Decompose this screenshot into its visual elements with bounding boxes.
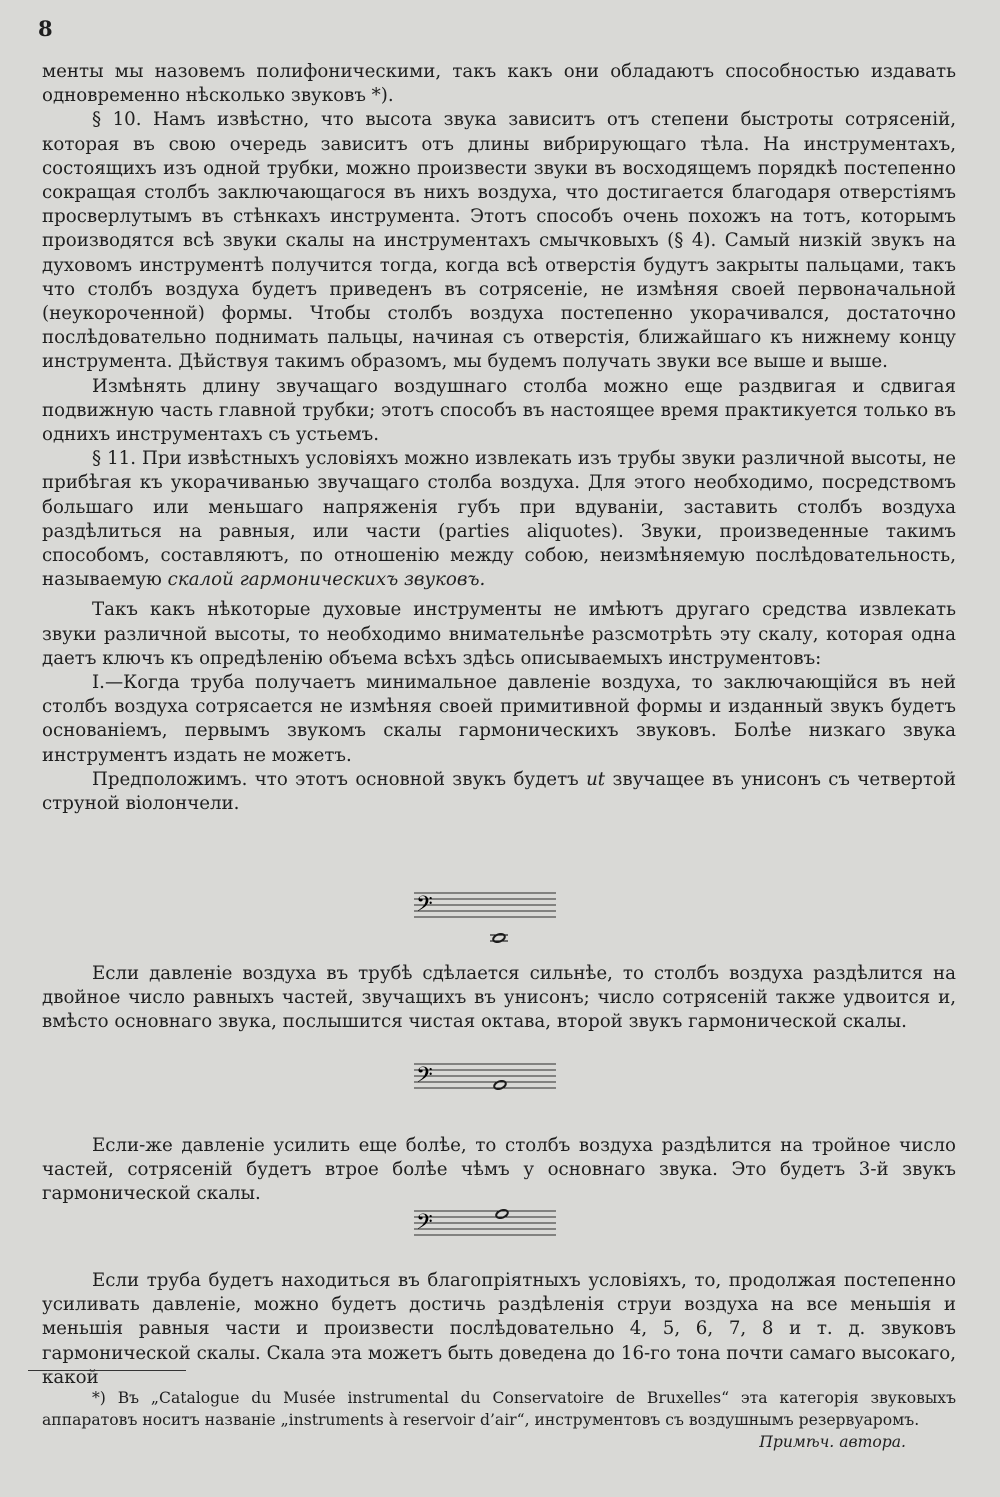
- footnote-text: *) Въ „Catalogue du Musée instrumental du Conservatoire de Bruxelles“ эта категорія звуковыхъ аппаратовъ носитъ названіе „instruments à reservoir d’air“, инструментовъ съ воздушнымъ резервуаромъ.: [42, 1389, 956, 1429]
- paragraph: Если-же давленіе усилить еще болѣе, то столбъ воздуха раздѣлится на тройное число частей, сотрясеній будетъ втрое болѣе чѣмъ у основнаго звука. Это будетъ 3-й звукъ гармонической скалы.: [42, 1135, 956, 1205]
- footnote-signature: Примѣч. автора.: [759, 1433, 906, 1451]
- term-italic: скалой гармоническихъ звуковъ.: [167, 569, 486, 591]
- paragraph-section-10: § 10. Намъ извѣстно, что высота звука зависитъ отъ степени быстроты сотрясеній, которая въ свою очередь зависитъ отъ длины вибрирующаго тѣла. На инструментахъ, состоящихъ изъ одной трубки, можно произвести звуки въ восходящемъ порядкѣ постепенно сокращая столбъ заключающагося въ нихъ воздуха, что достигается благодаря отверстіямъ просверлутымъ въ стѣнкахъ инструмента. Этотъ способъ очень похожъ на тотъ, которымъ производятся всѣ звуки скалы на инструментахъ смычковыхъ (§ 4). Самый низкій звукъ на духовомъ инструментѣ получится тогда, когда всѣ отверстія будутъ закрыты пальцами, такъ что столбъ воздуха будетъ приведенъ въ сотрясеніе, не измѣняя своей первоначальной (неукороченной) формы. Чтобы столбъ воздуха постепенно укорачивался, достаточно послѣдовательно поднимать пальцы, начиная съ отверстія, ближайшаго къ нижнему концу инструмента. Дѣйствуя такимъ образомъ, мы будемъ получать звуки все выше и выше.: [42, 109, 956, 373]
- note-name-italic: ut: [586, 768, 606, 790]
- footnote-divider: [28, 1370, 186, 1371]
- whole-note: [493, 1080, 507, 1091]
- paragraph: [42, 768, 956, 816]
- text-block-3: [42, 1134, 956, 1207]
- paragraph-text: Предположимъ. что этотъ основной звукъ будетъ: [92, 768, 587, 790]
- bass-clef-icon: 𝄢: [416, 892, 433, 922]
- text-block-2: [42, 962, 956, 1035]
- paragraph: Такъ какъ нѣкоторые духовые инструменты не имѣютъ другаго средства извлекать звуки различной высоты, то необходимо внимательнѣе разсмотрѣть эту скалу, которая одна даетъ ключъ къ опредѣленію объема всѣхъ здѣсь описываемыхъ инструментовъ:: [42, 599, 956, 669]
- page-number: 8: [38, 16, 53, 41]
- footnote: [42, 1387, 956, 1453]
- bass-clef-icon: 𝄢: [416, 1210, 433, 1240]
- whole-note: [495, 1209, 509, 1220]
- music-staff-1: [414, 893, 556, 923]
- paragraph-point-1: I.—Когда труба получаетъ минимальное давленіе воздуха, то заключающійся въ ней столбъ воздуха сотрясается не измѣняя своей примитивной формы и изданный звукъ будетъ основаніемъ, первымъ звукомъ скалы гармоническихъ звуковъ. Болѣе низкаго звука инструментъ издать не можетъ.: [42, 672, 956, 766]
- paragraph: менты мы назовемъ полифоническими, такъ какъ они обладаютъ способностью издавать одновременно нѣсколько звуковъ *).: [42, 61, 956, 107]
- paragraph-text: звучащее въ унисонъ съ четвертой струной віолончели.: [42, 768, 956, 815]
- paragraph: Если труба будетъ находиться въ благопріятныхъ условіяхъ, то, продолжая постепенно усиливать давленіе, можно будетъ достичь раздѣленія струи воздуха на все меньшія и меньшія равныя части и произвести послѣдовательно 4, 5, 6, 7, 8 и т. д. звуковъ гармонической скалы. Скала эта можетъ быть доведена до 16-го тона почти самаго высокаго, какой: [42, 1270, 956, 1388]
- music-staff-2: [414, 1064, 556, 1094]
- text-block-4: [42, 1269, 956, 1390]
- music-staff-3: [414, 1211, 556, 1241]
- bass-clef-icon: 𝄢: [416, 1063, 433, 1093]
- paragraph: Измѣнять длину звучащаго воздушнаго столба можно еще раздвигая и сдвигая подвижную часть главной трубки; этотъ способъ въ настоящее время практикуется только въ однихъ инструментахъ съ устьемъ.: [42, 375, 956, 446]
- paragraph-text: § 11. При извѣстныхъ условіяхъ можно извлекать изъ трубы звуки различной высоты, не прибѣгая къ укорачиванью звучащаго столба воздуха. Для этого необходимо, посредствомъ большаго или меньшаго напряженія губъ при вдуваніи, заставить столбъ воздуха раздѣлиться на равныя, или части (parties aliquotes). Звуки, произведенные такимъ способомъ, составляютъ, по отношенію между собою, неизмѣняемую послѣдовательность, называемую: [42, 448, 956, 591]
- paragraph-section-11: [42, 447, 956, 592]
- text-block-1: [42, 60, 956, 816]
- whole-note: [492, 933, 506, 944]
- paragraph: Если давленіе воздуха въ трубѣ сдѣлается сильнѣе, то столбъ воздуха раздѣлится на двойное число равныхъ частей, звучащихъ въ унисонъ; число сотрясеній также удвоится и, вмѣсто основнаго звука, послышится чистая октава, второй звукъ гармонической скалы.: [42, 963, 956, 1033]
